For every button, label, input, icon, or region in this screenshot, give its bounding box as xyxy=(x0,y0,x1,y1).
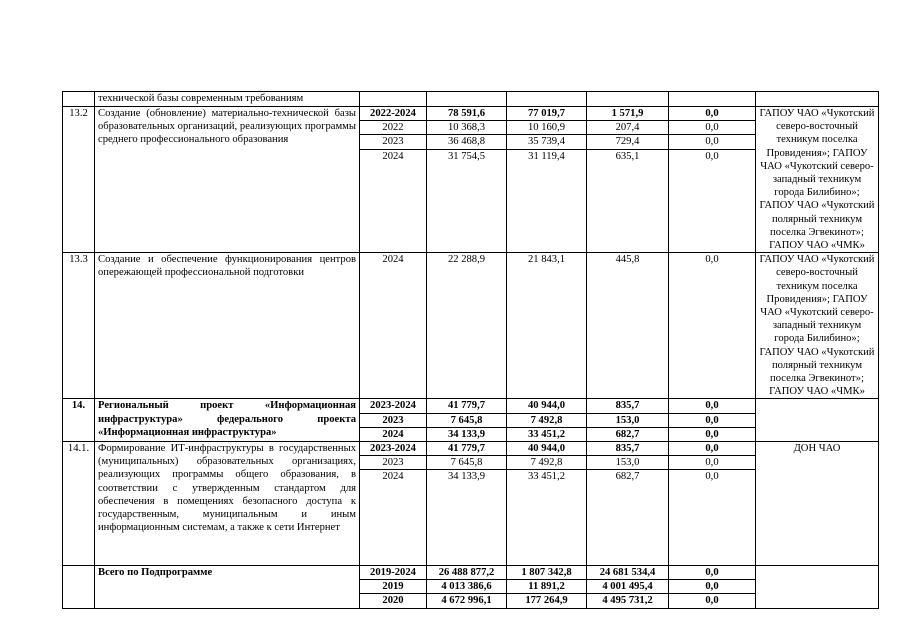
federal-value: 11 891,2 xyxy=(507,579,586,593)
regional-value: 4 495 731,2 xyxy=(587,593,668,607)
row-name: Региональный проект «Информационная инфраструктура» федерального проекта «Информационная инфраструктура» xyxy=(95,399,360,442)
other-value: 0,0 xyxy=(669,427,755,441)
federal-value: 77 019,7 xyxy=(527,108,566,119)
total-value: 41 779,7 xyxy=(447,443,486,455)
other-cell xyxy=(669,442,756,566)
federal-value: 31 119,4 xyxy=(507,149,586,163)
executor-cell xyxy=(756,566,879,609)
year-value: 2023 xyxy=(360,134,426,148)
regional-cell xyxy=(587,399,669,442)
year-value: 2019-2024 xyxy=(370,567,416,579)
row-number: 13.2 xyxy=(63,107,95,253)
regional-value: 153,0 xyxy=(587,455,668,469)
other-value: 0,0 xyxy=(669,120,755,134)
federal-value: 21 843,1 xyxy=(527,254,566,266)
total-value: 78 591,6 xyxy=(447,108,486,119)
other-cell xyxy=(669,399,756,442)
years-cell xyxy=(360,253,427,399)
row-number: 14. xyxy=(63,399,95,442)
years-cell xyxy=(360,399,427,442)
row-name: Формирование ИТ-инфраструктуры в государственных (муниципальных) образовательных организациях, реализующих программы общего образования, в соответствии с утвержденным стандартом для обеспечения в помещениях безопасного доступа к государственным, муниципальным и иным информационным системам, а также к сети Интернет xyxy=(95,442,360,566)
other-cell xyxy=(669,566,756,609)
total-cell xyxy=(427,442,507,566)
federal-value: 1 807 342,8 xyxy=(521,567,572,579)
years-cell xyxy=(360,442,427,566)
total-value: 22 288,9 xyxy=(447,254,486,266)
regional-cell xyxy=(587,107,669,253)
year-value: 2019 xyxy=(360,579,426,593)
other-value: 0,0 xyxy=(705,443,719,455)
table-row-continuation xyxy=(63,92,879,107)
federal-value: 35 739,4 xyxy=(507,134,586,148)
other-value: 0,0 xyxy=(705,108,719,119)
table-row-total xyxy=(63,566,879,609)
total-value: 4 672 996,1 xyxy=(427,593,506,607)
year-value: 2023-2024 xyxy=(370,443,416,455)
federal-cell xyxy=(507,566,587,609)
year-value: 2023 xyxy=(360,455,426,469)
total-value: 34 133,9 xyxy=(427,427,506,441)
other-value: 0,0 xyxy=(669,134,755,148)
other-value: 0,0 xyxy=(705,400,719,412)
federal-cell xyxy=(507,442,587,566)
regional-value: 682,7 xyxy=(587,469,668,483)
regional-cell xyxy=(587,566,669,609)
regional-value: 835,7 xyxy=(615,400,640,412)
regional-cell xyxy=(587,253,669,399)
other-cell xyxy=(669,253,756,399)
other-value: 0,0 xyxy=(705,567,719,579)
regional-value: 207,4 xyxy=(587,120,668,134)
total-value: 26 488 877,2 xyxy=(438,567,495,579)
regional-value: 729,4 xyxy=(587,134,668,148)
row-number: 13.3 xyxy=(63,253,95,399)
year-value: 2023-2024 xyxy=(370,400,416,412)
federal-value: 40 944,0 xyxy=(527,443,566,455)
other-value: 0,0 xyxy=(669,149,755,163)
row-name: Всего по Подпрограмме xyxy=(95,566,360,609)
year-value: 2024 xyxy=(360,427,426,441)
federal-cell xyxy=(507,107,587,253)
executor-cell: ГАПОУ ЧАО «Чукотский северо-восточный техникум поселка Провидения»; ГАПОУ ЧАО «Чукотский северо-западный техникум города Билибино»; ГАПОУ ЧАО «Чукотский полярный техникум поселка Эгвекинот»; ГАПОУ ЧАО «ЧМК» xyxy=(756,107,879,253)
other-value: 0,0 xyxy=(669,593,755,607)
federal-value: 33 451,2 xyxy=(507,469,586,483)
year-value: 2022 xyxy=(360,120,426,134)
regional-value: 24 681 534,4 xyxy=(599,567,656,579)
total-value: 7 645,8 xyxy=(427,455,506,469)
row-name: Создание и обеспечение функционирования центров опережающей профессиональной подготовки xyxy=(95,253,360,399)
executor-cell: ДОН ЧАО xyxy=(756,442,879,566)
regional-cell xyxy=(587,442,669,566)
other-cell xyxy=(669,107,756,253)
regional-value: 635,1 xyxy=(587,149,668,163)
year-value: 2024 xyxy=(382,254,404,266)
years-cell xyxy=(360,566,427,609)
total-cell xyxy=(427,399,507,442)
total-value: 7 645,8 xyxy=(427,413,506,427)
federal-value: 40 944,0 xyxy=(527,400,566,412)
total-value: 36 468,8 xyxy=(427,134,506,148)
table-row xyxy=(63,399,879,442)
year-value: 2024 xyxy=(360,149,426,163)
row-name: Создание (обновление) материально-технической базы образовательных организаций, реализующих программы среднего профессионального образования xyxy=(95,107,360,253)
federal-value: 7 492,8 xyxy=(507,413,586,427)
program-table xyxy=(62,91,879,609)
total-value: 41 779,7 xyxy=(447,400,486,412)
continued-name: технической базы современным требованиям xyxy=(95,92,360,107)
federal-value: 10 160,9 xyxy=(507,120,586,134)
regional-value: 445,8 xyxy=(615,254,640,266)
other-value: 0,0 xyxy=(705,254,719,266)
total-cell xyxy=(427,253,507,399)
federal-value: 33 451,2 xyxy=(507,427,586,441)
federal-value: 7 492,8 xyxy=(507,455,586,469)
other-value: 0,0 xyxy=(669,579,755,593)
table-row xyxy=(63,442,879,566)
regional-value: 4 001 495,4 xyxy=(587,579,668,593)
table-row xyxy=(63,107,879,253)
regional-value: 682,7 xyxy=(587,427,668,441)
year-value: 2024 xyxy=(360,469,426,483)
other-value: 0,0 xyxy=(669,413,755,427)
table-row xyxy=(63,253,879,399)
row-number: 14.1. xyxy=(63,442,95,566)
total-value: 34 133,9 xyxy=(427,469,506,483)
year-value: 2023 xyxy=(360,413,426,427)
regional-value: 835,7 xyxy=(615,443,640,455)
executor-cell: ГАПОУ ЧАО «Чукотский северо-восточный техникум поселка Провидения»; ГАПОУ ЧАО «Чукотский северо-западный техникум города Билибино»; ГАПОУ ЧАО «Чукотский полярный техникум поселка Эгвекинот»; ГАПОУ ЧАО «ЧМК» xyxy=(756,253,879,399)
years-cell xyxy=(360,107,427,253)
federal-cell xyxy=(507,399,587,442)
total-value: 10 368,3 xyxy=(427,120,506,134)
total-cell xyxy=(427,566,507,609)
federal-value: 177 264,9 xyxy=(507,593,586,607)
regional-value: 1 571,9 xyxy=(611,108,644,119)
total-cell xyxy=(427,107,507,253)
total-value: 31 754,5 xyxy=(427,149,506,163)
row-number xyxy=(63,566,95,609)
executor-cell xyxy=(756,399,879,442)
other-value: 0,0 xyxy=(669,469,755,483)
year-value: 2022-2024 xyxy=(370,108,416,119)
federal-cell xyxy=(507,253,587,399)
other-value: 0,0 xyxy=(669,455,755,469)
regional-value: 153,0 xyxy=(587,413,668,427)
year-value: 2020 xyxy=(360,593,426,607)
total-value: 4 013 386,6 xyxy=(427,579,506,593)
